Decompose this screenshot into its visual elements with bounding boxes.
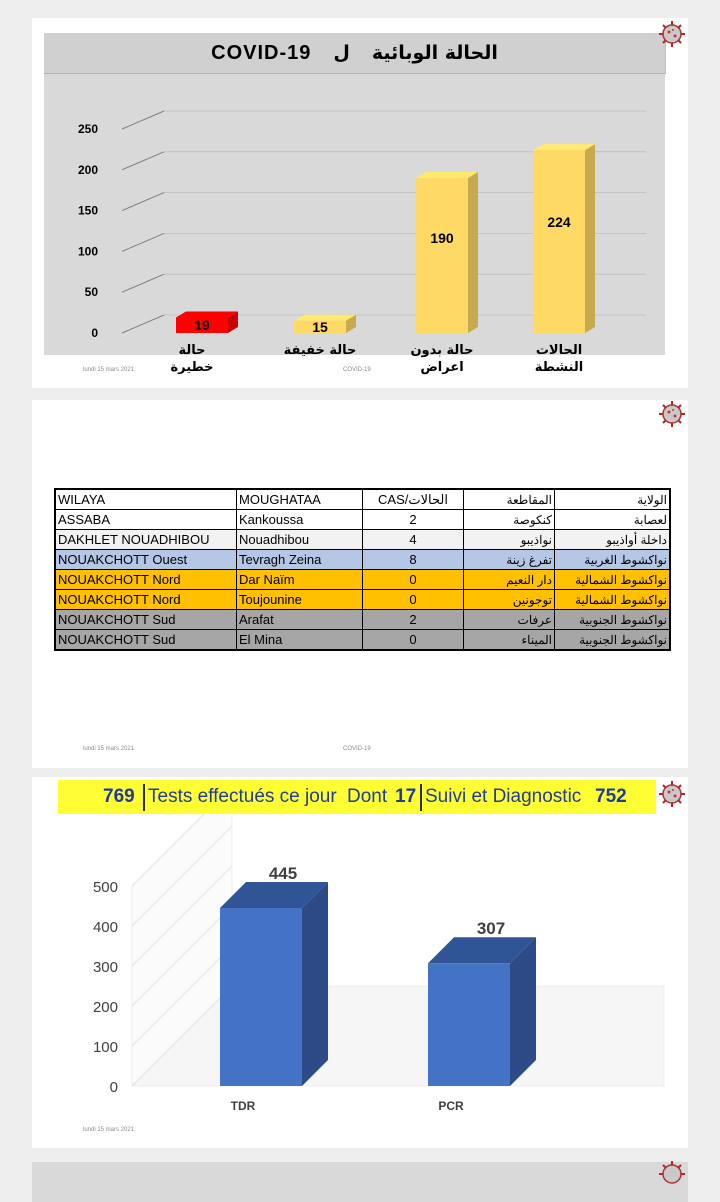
footer-date: lundi 15 mars 2021 xyxy=(83,367,135,373)
bar xyxy=(416,178,468,333)
cell-wilaya-ar: لعصابة xyxy=(555,510,671,530)
cell-wilaya: DAKHLET NOUADHIBOU xyxy=(55,530,237,550)
cell-cases: 8 xyxy=(363,550,464,570)
y-tick-label: 0 xyxy=(91,326,98,340)
data-label: 19 xyxy=(194,317,210,334)
x-tick-label: PCR xyxy=(438,1099,464,1113)
y-tick-label: 100 xyxy=(77,244,98,259)
x-tick-label: اعراض xyxy=(420,360,464,375)
cell-cases: 0 xyxy=(363,590,464,610)
table-row xyxy=(55,550,670,570)
y-tick-label: 200 xyxy=(92,999,118,1016)
banner-divider xyxy=(420,784,422,811)
x-tick-label: الحالات xyxy=(535,343,583,358)
bar xyxy=(533,150,585,333)
x-tick-label: حالة بدون xyxy=(410,343,474,358)
slide-epidemic-status xyxy=(32,18,688,388)
coronavirus-icon xyxy=(658,20,686,48)
cell-moughataa-ar: نواذيبو xyxy=(464,530,555,550)
cases-by-district-table xyxy=(54,488,671,651)
bar-top xyxy=(533,144,595,150)
cell-cases: 2 xyxy=(363,610,464,630)
y-tick-label: 500 xyxy=(92,879,118,896)
cell-moughataa-ar: دار النعيم xyxy=(464,570,555,590)
gridline xyxy=(122,274,164,292)
cell-wilaya-ar: نواكشوط الجنوبية xyxy=(555,630,671,651)
coronavirus-icon xyxy=(658,1160,686,1188)
y-tick-label: 100 xyxy=(92,1039,118,1056)
gridline xyxy=(122,315,164,333)
cell-moughataa: Arafat xyxy=(237,610,363,630)
footer-date: lundi 15 mars 2021 xyxy=(83,746,135,752)
table-row xyxy=(55,530,670,550)
cell-cases: 0 xyxy=(363,570,464,590)
cell-wilaya: NOUAKCHOTT Sud xyxy=(55,630,237,651)
tests-count: 769 xyxy=(103,786,135,807)
header-cases: CAS/الحالات xyxy=(363,489,464,510)
cell-wilaya: NOUAKCHOTT Nord xyxy=(55,590,237,610)
gridline xyxy=(122,111,164,129)
bar xyxy=(428,963,510,1086)
bar-side xyxy=(510,937,536,1086)
table-row xyxy=(55,630,670,651)
cell-cases: 4 xyxy=(363,530,464,550)
data-label: 307 xyxy=(476,919,506,939)
x-tick-label: حالة xyxy=(178,343,206,358)
footer-label: COVID-19 xyxy=(343,746,371,752)
y-tick-label: 150 xyxy=(77,203,98,218)
title-connector: ل xyxy=(333,42,350,64)
data-label: 15 xyxy=(312,318,328,335)
y-tick-label: 300 xyxy=(92,959,118,976)
cell-moughataa-ar: توجونين xyxy=(464,590,555,610)
footer-label: COVID-19 xyxy=(343,367,371,373)
suivi-label: Suivi et Diagnostic xyxy=(425,786,582,807)
cell-moughataa-ar: عرفات xyxy=(464,610,555,630)
footer-date: lundi 15 mars 2021 xyxy=(83,1127,135,1133)
slide-cases-table xyxy=(32,400,688,768)
cell-wilaya-ar: نواكشوط الشمالية xyxy=(555,590,671,610)
x-tick-label: TDR xyxy=(230,1099,256,1113)
data-label: 224 xyxy=(547,213,571,230)
cell-moughataa: Tevragh Zeina xyxy=(237,550,363,570)
y-tick-label: 200 xyxy=(77,162,98,177)
bar-side xyxy=(468,172,478,333)
header-wilaya-ar: الولاية xyxy=(555,489,671,510)
cell-moughataa-ar: كنكوصة xyxy=(464,510,555,530)
cell-wilaya: NOUAKCHOTT Nord xyxy=(55,570,237,590)
cell-wilaya-ar: نواكشوط الجنوبية xyxy=(555,610,671,630)
gridline xyxy=(122,193,164,211)
y-tick-label: 400 xyxy=(92,919,118,936)
cell-cases: 0 xyxy=(363,630,464,651)
diagnostic-count: 752 xyxy=(595,786,627,807)
x-tick-label: خطيرة xyxy=(170,360,214,375)
slide-tests xyxy=(32,777,688,1148)
cell-moughataa: Nouadhibou xyxy=(237,530,363,550)
banner-divider xyxy=(143,784,145,811)
bar-side xyxy=(585,144,595,333)
y-tick-label: 250 xyxy=(77,122,98,136)
x-tick-label: النشطة xyxy=(534,360,584,375)
cell-moughataa-ar: تفرغ زينة xyxy=(464,550,555,570)
dont-label: Dont xyxy=(347,786,388,807)
bar-side xyxy=(302,882,328,1086)
gridline xyxy=(122,152,164,170)
cell-wilaya-ar: نواكشوط الشمالية xyxy=(555,570,671,590)
table-row xyxy=(55,590,670,610)
data-label: 190 xyxy=(430,230,454,247)
chart-title xyxy=(44,33,666,74)
title-arabic: الحالة الوبائية xyxy=(371,42,498,64)
table-header-row xyxy=(55,489,670,510)
table-row xyxy=(55,570,670,590)
title-latin: COVID-19 xyxy=(211,41,312,64)
bar-top xyxy=(416,172,478,178)
header-moughataa-ar: المقاطعة xyxy=(464,489,555,510)
cell-moughataa: El Mina xyxy=(237,630,363,651)
cell-moughataa: Kankoussa xyxy=(237,510,363,530)
x-tick-label: حالة خفيفة xyxy=(283,343,357,358)
suivi-count: 17 xyxy=(395,786,417,807)
y-tick-label: 0 xyxy=(109,1079,118,1096)
cell-wilaya: NOUAKCHOTT Ouest xyxy=(55,550,237,570)
tests-label: Tests effectués ce jour xyxy=(148,786,337,807)
data-label: 445 xyxy=(268,864,298,883)
coronavirus-icon xyxy=(658,780,686,808)
table-row xyxy=(55,610,670,630)
tests-bar-chart xyxy=(32,777,688,1127)
cell-moughataa-ar: الميناء xyxy=(464,630,555,651)
cell-wilaya-ar: داخلة أواذيبو xyxy=(555,530,671,550)
table-row xyxy=(55,510,670,530)
gridline xyxy=(122,233,164,251)
cell-wilaya: ASSABA xyxy=(55,510,237,530)
bar xyxy=(220,908,302,1086)
header-wilaya: WILAYA xyxy=(55,489,237,510)
coronavirus-icon xyxy=(658,400,686,428)
slide-next-partial xyxy=(32,1162,688,1202)
cell-cases: 2 xyxy=(363,510,464,530)
header-moughataa: MOUGHATAA xyxy=(237,489,363,510)
cell-moughataa: Toujounine xyxy=(237,590,363,610)
cell-moughataa: Dar Naïm xyxy=(237,570,363,590)
tests-banner xyxy=(58,780,656,814)
cell-wilaya-ar: نواكشوط الغربية xyxy=(555,550,671,570)
y-tick-label: 50 xyxy=(84,285,98,300)
cell-wilaya: NOUAKCHOTT Sud xyxy=(55,610,237,630)
